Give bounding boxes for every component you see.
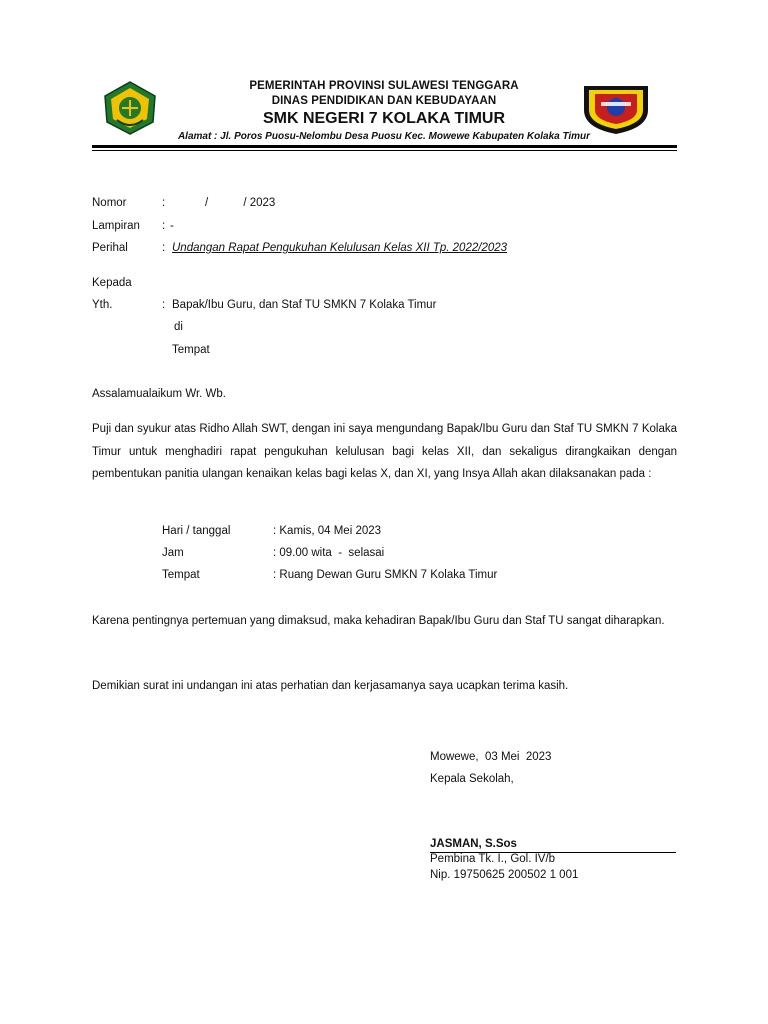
recipient-kepada: Kepada [92, 277, 132, 289]
recipient-di: di [174, 321, 183, 333]
schedule-value-time: : 09.00 wita - selasai [273, 547, 385, 559]
letterhead-rule [92, 145, 677, 148]
letterhead-rule-thin [92, 150, 677, 151]
letterhead-department: DINAS PENDIDIKAN DAN KEBUDAYAAN [271, 95, 497, 107]
lampiran-label: Lampiran [92, 220, 140, 232]
signature-rank: Pembina Tk. I., Gol. IV/b [430, 853, 556, 865]
schedule-label-date: Hari / tanggal [162, 525, 231, 537]
schedule-label-place: Tempat [162, 569, 200, 581]
signature-nip: Nip. 19750625 200502 1 001 [430, 869, 579, 881]
recipient-to: Bapak/Ibu Guru, dan Staf TU SMKN 7 Kolaka Timur [172, 299, 437, 311]
recipient-tempat: Tempat [172, 344, 210, 356]
letterhead-address: Alamat : Jl. Poros Puosu-Nelombu Desa Puosu Kec. Mowewe Kabupaten Kolaka Timur [177, 131, 591, 142]
lampiran-colon: : [162, 220, 166, 232]
body-paragraph-3: Demikian surat ini undangan ini atas perhatian dan kerjasamanya saya ucapkan terima kasih. [92, 680, 569, 692]
body-paragraph-1: Puji dan syukur atas Ridho Allah SWT, dengan ini saya mengundang Bapak/Ibu Guru dan Staf TU SMKN 7 Kolaka Timur untuk menghadiri rapat pengukuhan kelulusan bagi kelas XII, dan sekaligus dirangkaikan dengan pembentukan panitia ulangan kenaikan kelas bagi kelas X, dan XI, yang Insya Allah akan dilaksanakan pada : [92, 423, 677, 480]
letterhead-government: PEMERINTAH PROVINSI SULAWESI TENGGARA [249, 80, 519, 92]
greeting: Assalamualaikum Wr. Wb. [92, 388, 226, 400]
perihal-label: Perihal [92, 242, 128, 254]
nomor-value: / / 2023 [205, 197, 276, 209]
schedule-value-date: : Kamis, 04 Mei 2023 [273, 525, 382, 537]
recipient-colon: : [162, 299, 166, 311]
schedule-label-time: Jam [162, 547, 184, 559]
signature-name: JASMAN, S.Sos [430, 838, 517, 850]
nomor-label: Nomor [92, 197, 127, 209]
lampiran-value: - [170, 220, 174, 232]
letterhead-school-name: SMK NEGERI 7 KOLAKA TIMUR [262, 110, 506, 127]
body-paragraph-2: Karena pentingnya pertemuan yang dimaksud, maka kehadiran Bapak/Ibu Guru dan Staf TU sangat diharapkan. [92, 615, 665, 627]
schedule-value-place: : Ruang Dewan Guru SMKN 7 Kolaka Timur [273, 569, 498, 581]
signature-place-date: Mowewe, 03 Mei 2023 [430, 751, 552, 763]
recipient-yth: Yth. [92, 299, 113, 311]
signature-position: Kepala Sekolah, [430, 773, 514, 785]
nomor-colon: : [162, 197, 166, 209]
perihal-value: Undangan Rapat Pengukuhan Kelulusan Kelas XII Tp. 2022/2023 [172, 242, 508, 254]
perihal-colon: : [162, 242, 166, 254]
